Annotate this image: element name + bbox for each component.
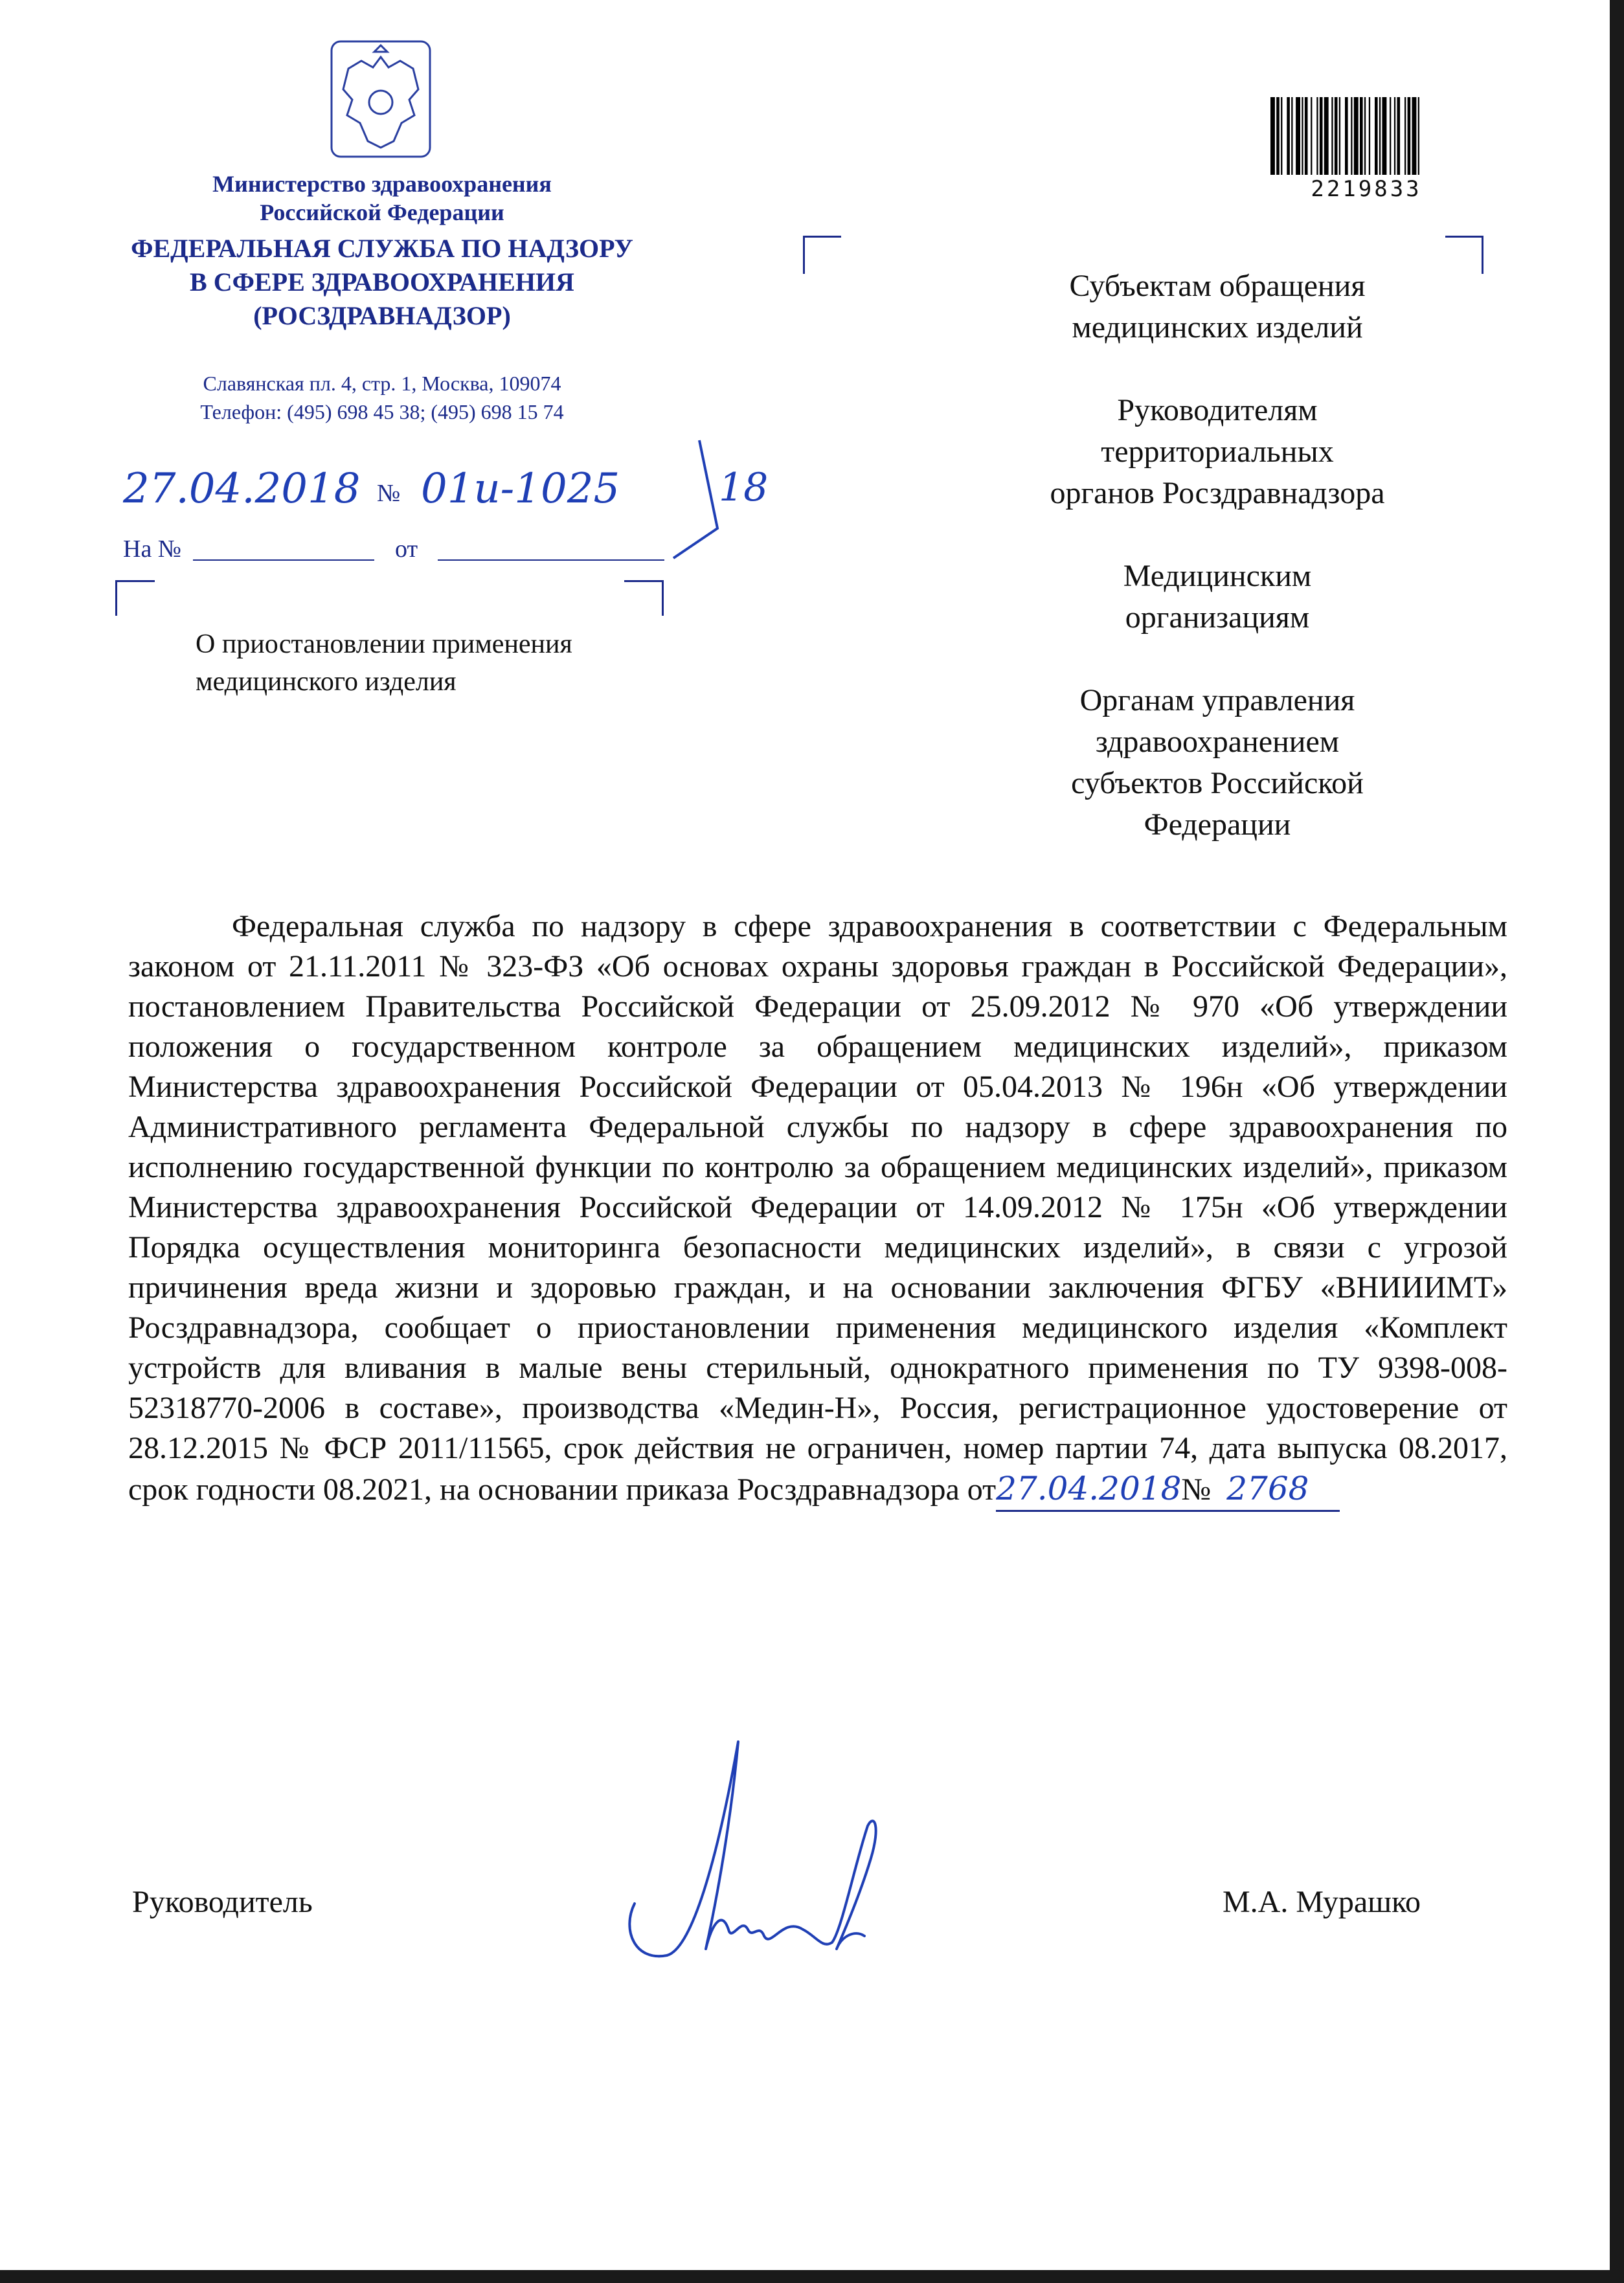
barcode-bar	[1412, 97, 1417, 175]
barcode-bar	[1364, 97, 1366, 175]
signature-icon	[609, 1735, 932, 1968]
addressees-block	[958, 265, 1476, 887]
scan-edge-right	[1610, 0, 1624, 2283]
subject-line-1: О приостановлении применения	[196, 629, 572, 659]
order-number: 2768	[1226, 1470, 1309, 1507]
signatory-role: Руководитель	[132, 1885, 313, 1919]
barcode-bar	[1339, 97, 1340, 175]
barcode-bar	[1296, 97, 1300, 175]
addressee	[958, 390, 1476, 514]
address-line-2: Телефон: (495) 698 45 38; (495) 698 15 74	[200, 400, 564, 423]
reply-from-label: от	[395, 535, 418, 563]
barcode-bar	[1302, 97, 1303, 175]
body-paragraph: Федеральная служба по надзору в сфере здравоохранения в соответствии с Федеральным законом от 21.11.2011 № 323-ФЗ «Об основах охраны здоровья граждан в Российской Федерации», постановлением Правительства Российской Федерации от 25.09.2012 № 970 «Об утверждении положения о государственном контроле за обращением медицинских изделий», приказом Министерства здравоохранения Российской Федерации от 05.04.2013 № 196н «Об утверждении Административного регламента Федеральной службы по надзору в сфере здравоохранения по исполнению государственной функции по контролю за обращением медицинских изделий», приказом Министерства здравоохранения Российской Федерации от 14.09.2012 № 175н «Об утверждении Порядка осуществления мониторинга безопасности медицинских изделий», в связи с угрозой причинения вреда жизни и здоровью граждан, и на основании заключения ФГБУ «ВНИИИМТ» Росздравнадзора, сообщает о приостановлении применения медицинского изделия «Комплект устройств для вливания в малые вены стерильный, однократного применения по ТУ 9398-008-52318770-2006 в составе», производства «Медин-Н», Россия, регистрационное удостоверение от 28.12.2015 № ФСР 2011/11565, срок действия не ограничен, номер партии 74, дата выпуска 08.2017, срок годности 08.2021, на основании приказа Росздравнадзора	[128, 909, 1507, 1507]
service-line-2: В СФЕРЕ ЗДРАВООХРАНЕНИЯ	[190, 267, 574, 297]
address-line-1: Славянская пл. 4, стр. 1, Москва, 109074	[203, 372, 561, 395]
addressee-line: территориальных	[1101, 434, 1334, 469]
scan-edge-bottom	[0, 2270, 1624, 2283]
subject-corner-right	[624, 580, 664, 616]
addressee-line: Органам управления	[1079, 683, 1355, 717]
addressee-line: Федерации	[1144, 807, 1291, 842]
barcode-bar	[1305, 97, 1308, 175]
barcode-bar	[1404, 97, 1406, 175]
subject-line-2: медицинского изделия	[196, 667, 457, 697]
barcode-bar	[1379, 97, 1381, 175]
addressee-corner-left	[803, 236, 841, 274]
ministry-line-1: Министерство здравоохранения	[212, 171, 552, 197]
subject-corner-left	[115, 580, 155, 616]
barcode-bar	[1331, 97, 1333, 175]
addressee	[958, 680, 1476, 846]
addressee-line: субъектов Российской	[1071, 766, 1364, 800]
barcode-bar	[1316, 97, 1318, 175]
addressee-line: Субъектам обращения	[1069, 269, 1366, 303]
order-date: 27.04.2018	[996, 1470, 1182, 1507]
barcode-bar	[1335, 97, 1338, 175]
barcode-bar	[1390, 97, 1391, 175]
barcode-bar	[1351, 97, 1352, 175]
addressee	[958, 265, 1476, 348]
addressee	[958, 556, 1476, 638]
addressee-line: медицинских изделий	[1072, 310, 1363, 344]
barcode-bar	[1324, 97, 1329, 175]
barcode-bar	[1354, 97, 1359, 175]
barcode-icon	[1269, 97, 1467, 177]
barcode-bar	[1375, 97, 1378, 175]
reply-date-line	[438, 559, 664, 561]
barcode-number: 2219833	[1311, 176, 1422, 202]
signatory-name: М.А. Мурашко	[1223, 1885, 1421, 1919]
service-name	[91, 232, 673, 333]
addressee-line: организациям	[1125, 600, 1310, 635]
letter-body	[128, 906, 1507, 1512]
barcode-bar	[1311, 97, 1312, 175]
barcode-bar	[1270, 97, 1275, 175]
order-number-sign: №	[1181, 1472, 1212, 1507]
service-line-1: ФЕДЕРАЛЬНАЯ СЛУЖБА ПО НАДЗОРУ	[131, 234, 633, 263]
registration-number-suffix: 18	[719, 465, 769, 510]
ministry-line-2: Российской Федерации	[260, 199, 504, 225]
service-address	[91, 369, 673, 426]
barcode-bar	[1382, 97, 1387, 175]
barcode-bar	[1369, 97, 1370, 175]
service-line-3: (РОСЗДРАВНАДЗОР)	[253, 301, 511, 330]
addressee-line: органов Росздравнадзора	[1050, 476, 1385, 510]
letter-subject	[196, 625, 688, 701]
barcode-bar	[1281, 97, 1282, 175]
barcode-bar	[1360, 97, 1363, 175]
addressee-line: Руководителям	[1117, 393, 1318, 427]
barcode-bar	[1287, 97, 1290, 175]
addressee-line: здравоохранением	[1095, 725, 1340, 759]
double-headed-eagle-emblem-icon	[329, 38, 433, 161]
addressee-line: Медицинским	[1123, 559, 1312, 593]
reply-number-line	[193, 559, 374, 561]
registration-number: 01и-1025	[421, 465, 620, 513]
order-from-label: от	[967, 1472, 997, 1507]
registration-date: 27.04.2018	[123, 465, 361, 513]
barcode-bar	[1276, 97, 1280, 175]
order-date-field	[996, 1468, 1340, 1512]
registration-number-sign: №	[377, 480, 401, 507]
barcode-bar	[1397, 97, 1401, 175]
barcode-bar	[1291, 97, 1292, 175]
barcode-bar	[1320, 97, 1323, 175]
barcode-bar	[1345, 97, 1348, 175]
reply-to-label: На №	[123, 535, 182, 563]
barcode-bar	[1394, 97, 1395, 175]
barcode-bar	[1418, 97, 1419, 175]
barcode-bar	[1408, 97, 1411, 175]
ministry-name	[91, 170, 673, 227]
